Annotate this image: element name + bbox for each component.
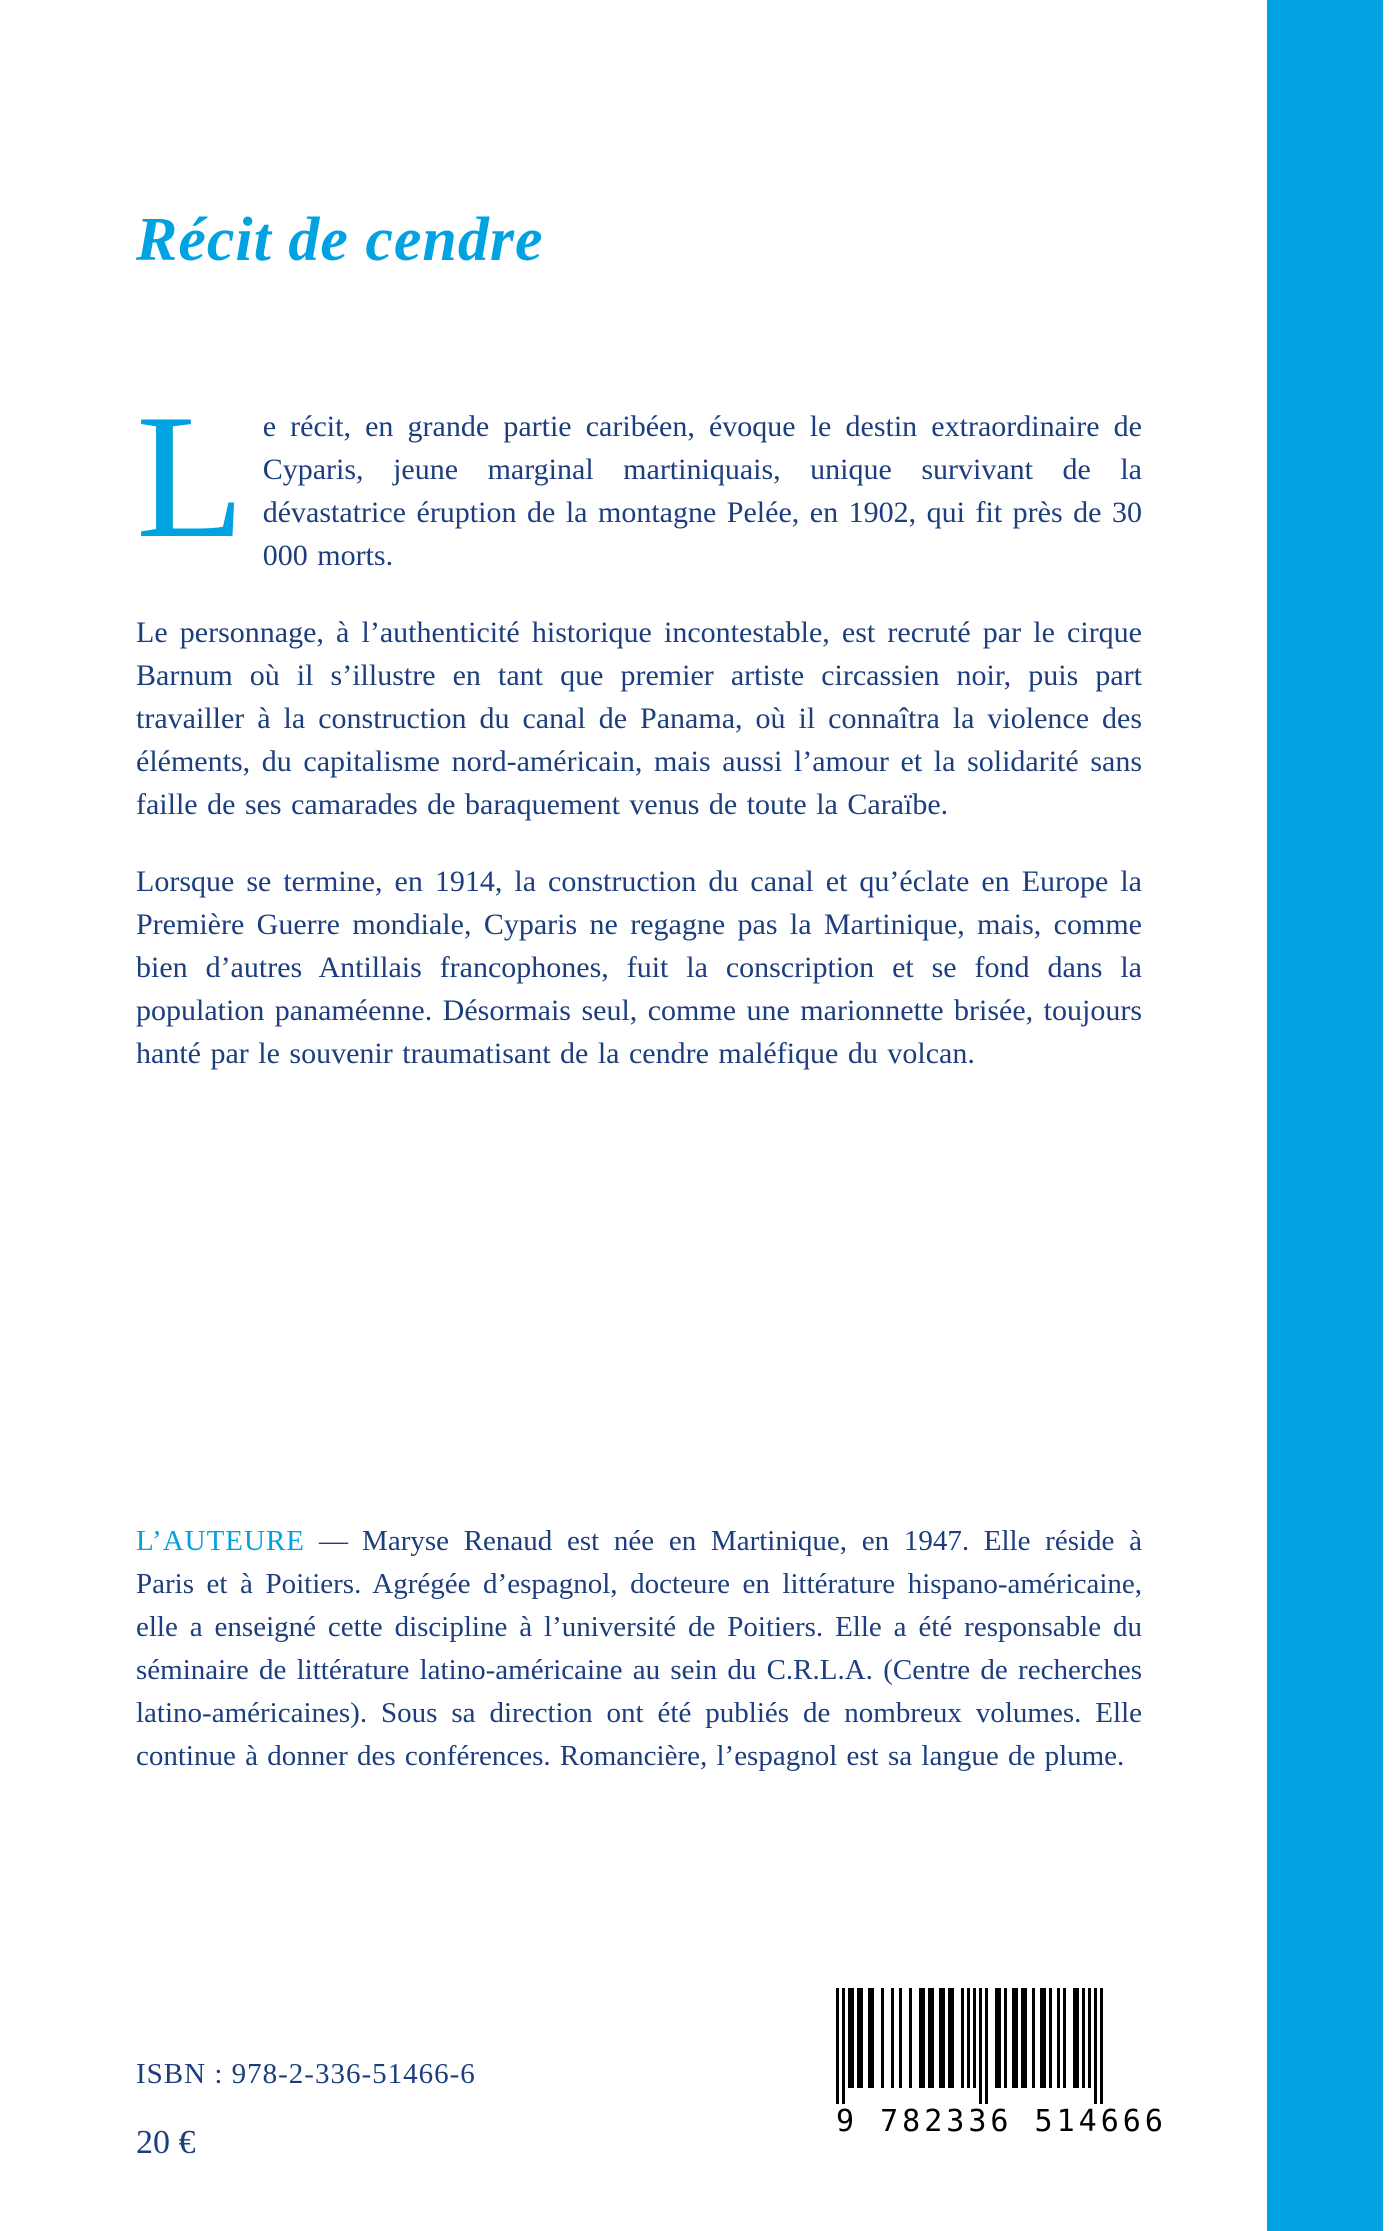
barcode-bars (836, 1988, 1146, 2104)
synopsis-paragraph-1 (136, 377, 1142, 577)
synopsis (136, 377, 1142, 1075)
author-section (136, 1520, 1142, 1778)
synopsis-paragraph-2: Le personnage, à l’authenticité historique incontestable, est recruté par le cirque Barnum où il s’illustre en tant que premier artiste circassien noir, puis part travailler à la construction du canal de Panama, où il connaîtra la violence des éléments, du capitalisme nord-américain, mais aussi l’amour et la solidarité sans faille de ses camarades de baraquement venus de toute la Caraïbe. (136, 616, 1142, 821)
book-title: Récit de cendre (136, 206, 544, 274)
author-paragraph (136, 1520, 1142, 1778)
author-bio: Maryse Renaud est née en Martinique, en 1947. Elle réside à Paris et à Poitiers. Agrégée d’espagnol, docteure en littérature hispano-américaine, elle a enseigné cette discipline à l’université de Poitiers. Elle a été responsable du séminaire de littérature latino-américaine au sein du C.R.L.A. (Centre de recherches latino-américaines). Sous sa direction ont été publiés de nombreux volumes. Elle continue à donner des conférences. Romancière, l’espagnol est sa langue de plume. (136, 1525, 1142, 1772)
barcode (836, 1988, 1167, 2139)
synopsis-paragraph-1-text: e récit, en grande partie caribéen, évoque le destin extraordinaire de Cyparis, jeune marginal martiniquais, unique survivant de la dévastatrice éruption de la montagne Pelée, en 1902, qui fit près de 30 000 morts. (262, 410, 1142, 572)
author-separator: — (319, 1525, 349, 1557)
price-text: 20 € (136, 2124, 196, 2161)
drop-cap: L (136, 377, 245, 575)
synopsis-paragraph-3: Lorsque se termine, en 1914, la construction du canal et qu’éclate en Europe la Première Guerre mondiale, Cyparis ne regagne pas la Martinique, mais, comme bien d’autres Antillais francophones, fuit la conscription et se fond dans la population panaméenne. Désormais seul, comme une marionnette brisée, toujours hanté par le souvenir traumatisant de la cendre maléfique du volcan. (136, 865, 1142, 1070)
accent-stripe (1267, 0, 1383, 2231)
author-label: L’AUTEURE (136, 1525, 306, 1557)
isbn-text: ISBN : 978-2-336-51466-6 (136, 2058, 476, 2090)
barcode-digits: 9 782336 514666 (836, 2104, 1167, 2139)
